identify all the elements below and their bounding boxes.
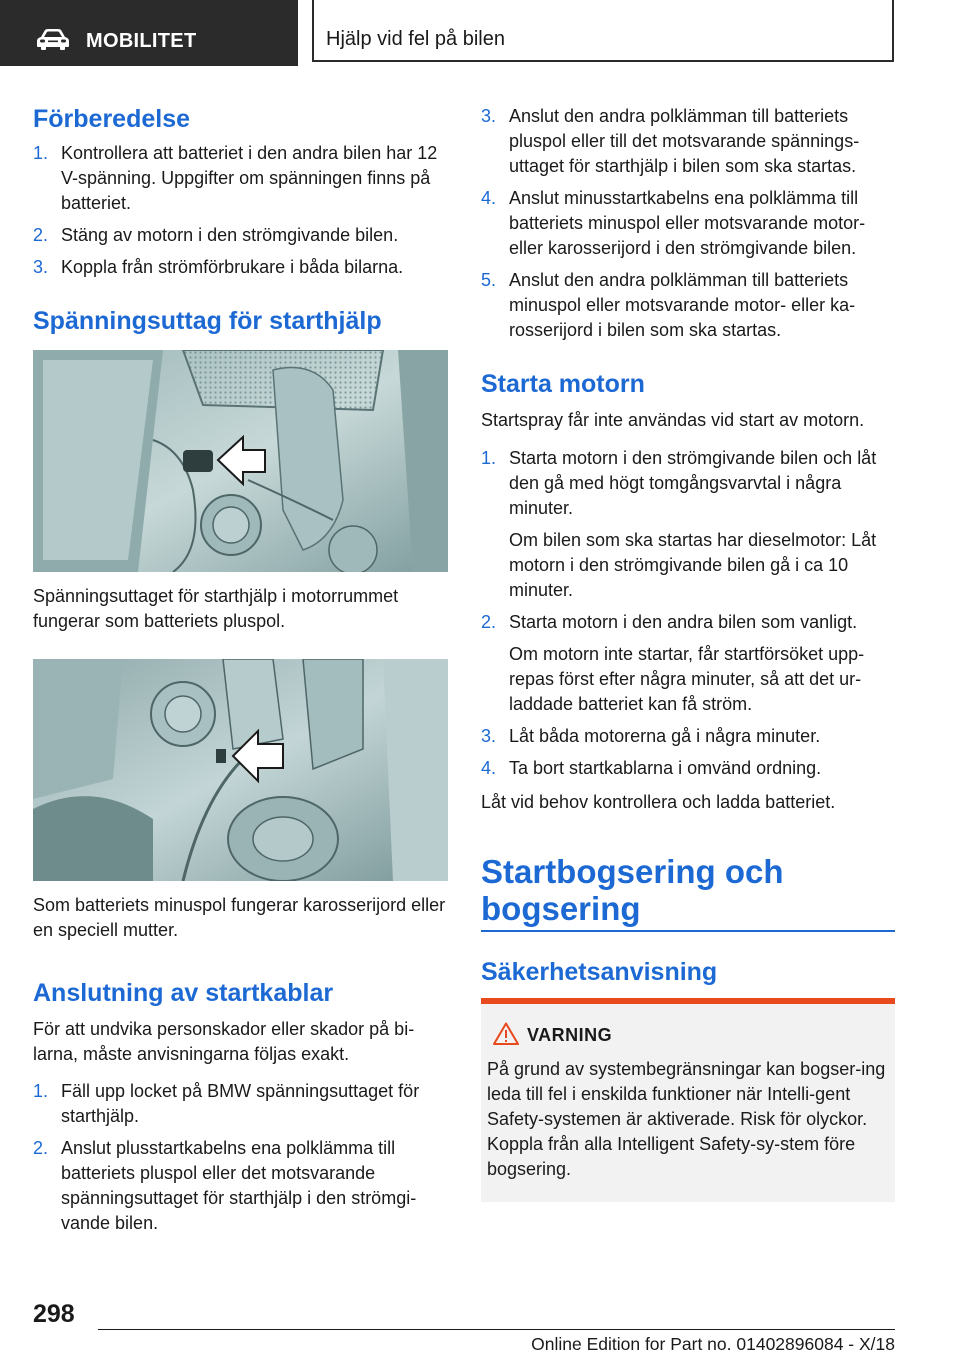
page-number: 298 (33, 1300, 75, 1328)
step-number: 1. (481, 448, 497, 468)
step-text: Starta motorn i den strömgivande bilen och låt den gå med högt tomgångsvarvtal i några minuter. (509, 448, 877, 518)
step-text: Kontrollera att batteriet i den andra bilen har 12 V-spänning. Uppgifter om spänningen finns på batteriet. (61, 143, 438, 213)
step-number: 3. (481, 106, 497, 126)
list-item (481, 610, 895, 717)
section-title: MOBILITET (86, 30, 197, 52)
connect-steps-left (33, 1079, 448, 1236)
step-number: 5. (481, 270, 497, 290)
list-item (33, 1136, 448, 1236)
step-text: Starta motorn i den andra bilen som vanligt. (509, 612, 858, 632)
step-text: Ta bort startkablarna i omvänd ordning. (509, 758, 822, 778)
list-item (481, 756, 895, 781)
list-item (481, 446, 895, 603)
socket-heading: Spänningsuttag för starthjälp (33, 307, 382, 335)
start-outro: Låt vid behov kontrollera och ladda batteriet. (481, 792, 836, 812)
step-number: 2. (481, 612, 497, 632)
step-text: Stäng av motorn i den strömgivande bilen. (61, 225, 399, 245)
step-number: 3. (481, 726, 497, 746)
heading-rule (481, 930, 895, 932)
list-item (481, 268, 895, 343)
chapter-tab (312, 0, 894, 62)
engine-bay-photo-minus (33, 659, 448, 881)
list-item (33, 1079, 448, 1129)
warning-box (481, 998, 895, 1202)
footer-rule (98, 1329, 895, 1330)
step-number: 2. (33, 1138, 49, 1158)
start-heading: Starta motorn (481, 370, 645, 398)
step-text: Koppla från strömförbrukare i båda bilarna. (61, 257, 404, 277)
list-item (33, 255, 448, 280)
safety-heading: Säkerhetsanvisning (481, 958, 718, 986)
warning-bar (481, 998, 895, 1004)
step-note: Om bilen som ska startas har dieselmotor: Låt motorn i den strömgivande bilen gå i ca 10 minuter. (509, 530, 877, 600)
list-item (481, 104, 895, 179)
connect-heading: Anslutning av startkablar (33, 979, 334, 1007)
photo-caption-minus: Som batteriets minuspol fungerar karosserijord eller en speciell mutter. (33, 895, 446, 940)
engine-bay-photo-plus (33, 350, 448, 572)
footer-edition: Online Edition for Part no. 01402896084 - X/18 (531, 1334, 895, 1354)
list-item (481, 724, 895, 749)
warning-label: VARNING (527, 1025, 613, 1045)
step-text: Anslut plusstartkabelns ena polklämma till batteriets pluspol eller det motsvarande spänningsuttaget för starthjälp i den strömgi-vande bilen. (61, 1138, 417, 1233)
connect-intro: För att undvika personskador eller skador på bi-larna, måste anvisningarna följas exakt. (33, 1019, 415, 1064)
list-item (33, 223, 448, 248)
prep-heading: Förberedelse (33, 105, 191, 133)
step-text: Anslut minusstartkabelns ena polklämma till batteriets minuspol eller motsvarande motor- eller karosserijord i den strömgivande bilen. (509, 188, 866, 258)
connect-steps-right (481, 104, 895, 343)
step-number: 3. (33, 257, 49, 277)
photo-caption-plus: Spänningsuttaget för starthjälp i motorrummet fungerar som batteriets pluspol. (33, 586, 399, 631)
step-number: 1. (33, 143, 49, 163)
list-item (33, 141, 448, 216)
step-text: Låt båda motorerna gå i några minuter. (509, 726, 821, 746)
prep-steps (33, 141, 448, 280)
start-steps (481, 446, 895, 781)
step-number: 4. (481, 758, 497, 778)
warning-text: På grund av systembegränsningar kan bogser-ing leda till fel i enskilda funktioner när Intelli-gent Safety-systemen är aktiverade. Risk för olyckor. Koppla från alla Intelligent Safety-sy-stem före bogsering. (487, 1059, 886, 1179)
car-icon (36, 28, 70, 50)
tow-heading: Startbogsering och bogsering (481, 853, 784, 927)
step-number: 2. (33, 225, 49, 245)
step-text: Fäll upp locket på BMW spänningsuttaget för starthjälp. (61, 1081, 420, 1126)
step-note: Om motorn inte startar, får startförsöket upp-repas först efter några minuter, så att det ur-laddade batteriet kan få ström. (509, 644, 865, 714)
step-number: 4. (481, 188, 497, 208)
start-intro: Startspray får inte användas vid start av motorn. (481, 410, 865, 430)
section-tab (0, 0, 298, 66)
step-number: 1. (33, 1081, 49, 1101)
step-text: Anslut den andra polklämman till batteriets pluspol eller till det motsvarande spännings-uttaget för starthjälp i bilen som ska startas. (509, 106, 860, 176)
list-item (481, 186, 895, 261)
chapter-title: Hjälp vid fel på bilen (326, 28, 505, 50)
step-text: Anslut den andra polklämman till batteriets minuspol eller motsvarande motor- eller ka-rosserijord i bilen som ska startas. (509, 270, 856, 340)
warning-triangle-icon (493, 1022, 519, 1045)
